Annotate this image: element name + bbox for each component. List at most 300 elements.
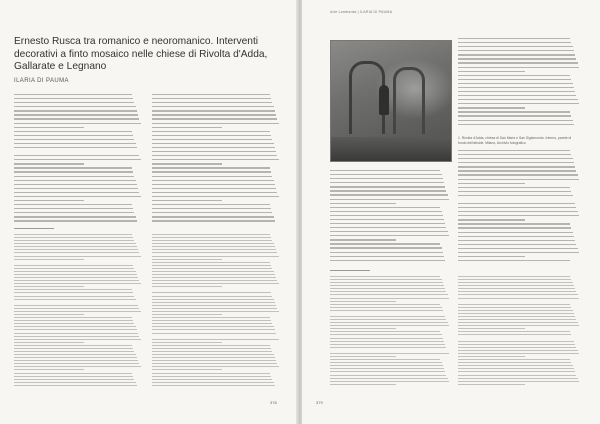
text-line xyxy=(14,139,134,140)
text-line xyxy=(458,115,571,116)
text-line xyxy=(458,381,579,382)
text-line xyxy=(152,180,274,181)
footnote-rule xyxy=(14,228,54,229)
text-line xyxy=(152,336,277,337)
text-line xyxy=(330,322,448,323)
text-line xyxy=(14,323,134,324)
text-line xyxy=(14,234,132,235)
text-line xyxy=(152,302,275,303)
text-line xyxy=(330,347,446,348)
text-line xyxy=(14,366,141,367)
text-line xyxy=(330,260,445,261)
right-column-2-body xyxy=(458,150,580,266)
text-line xyxy=(330,182,444,183)
right-footnotes-1 xyxy=(330,276,450,394)
text-line xyxy=(458,211,578,212)
text-line xyxy=(330,338,443,339)
text-line xyxy=(330,359,440,360)
text-line xyxy=(330,239,396,240)
text-line xyxy=(330,211,442,212)
text-line xyxy=(330,362,442,363)
text-line xyxy=(152,256,279,257)
text-line xyxy=(152,163,222,164)
text-line xyxy=(152,271,274,272)
text-line xyxy=(152,292,271,293)
text-line xyxy=(152,299,274,300)
text-line xyxy=(330,294,448,295)
text-line xyxy=(14,373,132,374)
text-line xyxy=(152,139,272,140)
text-line xyxy=(458,203,575,204)
text-line xyxy=(14,94,132,95)
text-line xyxy=(458,54,575,55)
text-line xyxy=(330,203,396,204)
text-line xyxy=(152,167,270,168)
text-line xyxy=(14,243,136,244)
text-line xyxy=(458,158,573,159)
text-line xyxy=(14,265,133,266)
text-line xyxy=(458,285,574,286)
text-line xyxy=(458,298,579,299)
text-line xyxy=(14,348,133,349)
text-line xyxy=(14,271,136,272)
floor-shape xyxy=(331,137,451,161)
text-line xyxy=(330,378,448,379)
text-line xyxy=(152,376,271,377)
text-line xyxy=(14,246,137,247)
text-line xyxy=(14,171,133,172)
text-line xyxy=(152,345,270,346)
text-line xyxy=(330,368,444,369)
church-interior-photo xyxy=(330,40,452,162)
text-line xyxy=(152,159,279,160)
text-line xyxy=(14,314,84,315)
text-line xyxy=(152,351,272,352)
text-line xyxy=(330,223,445,224)
text-line xyxy=(152,289,270,290)
text-line xyxy=(458,347,576,348)
text-line xyxy=(458,344,575,345)
text-line xyxy=(458,91,575,92)
text-line xyxy=(14,151,138,152)
text-line xyxy=(458,95,576,96)
left-column-2-body xyxy=(152,94,280,224)
text-line xyxy=(458,294,578,295)
text-line xyxy=(152,314,222,315)
text-line xyxy=(152,98,271,99)
text-line xyxy=(152,220,275,221)
text-line xyxy=(458,83,573,84)
text-line xyxy=(458,227,571,228)
article-title: Ernesto Rusca tra romanico e neoromanico. Interventi decorativi a finto mosaico nelle chiese di Rivolta d'Adda, Gallarate e Legnano xyxy=(14,36,268,73)
text-line xyxy=(330,298,449,299)
text-line xyxy=(152,339,279,340)
text-line xyxy=(458,325,579,326)
text-line xyxy=(458,282,573,283)
text-line xyxy=(14,320,133,321)
text-line xyxy=(14,127,84,128)
text-line xyxy=(330,334,442,335)
text-line xyxy=(458,310,573,311)
text-line xyxy=(14,220,137,221)
text-line xyxy=(330,235,449,236)
text-line xyxy=(330,328,396,329)
text-line xyxy=(458,191,571,192)
text-line xyxy=(152,369,222,370)
text-line xyxy=(14,131,132,132)
text-line xyxy=(14,256,141,257)
text-line xyxy=(458,338,573,339)
text-line xyxy=(152,176,272,177)
text-line xyxy=(330,319,446,320)
text-line xyxy=(458,187,570,188)
text-line xyxy=(14,342,84,343)
text-line xyxy=(330,365,443,366)
text-line xyxy=(152,326,274,327)
text-line xyxy=(458,183,525,184)
left-column-1-body xyxy=(14,94,142,224)
text-line xyxy=(14,369,84,370)
text-line xyxy=(14,385,137,386)
text-line xyxy=(152,243,274,244)
text-line xyxy=(14,155,139,156)
text-line xyxy=(14,283,141,284)
text-line xyxy=(458,71,525,72)
text-line xyxy=(330,356,396,357)
text-line xyxy=(330,243,440,244)
text-line xyxy=(14,135,133,136)
text-line xyxy=(14,249,138,250)
figure-caption: 1. Rivolta d'Adda, chiesa di San Maria e San Sigismondo. Interno, parete di fondo dell'abside. Milano, Archivio fotografico xyxy=(458,136,572,145)
arch-shape xyxy=(393,67,425,134)
text-line xyxy=(458,107,525,108)
text-line xyxy=(330,194,448,195)
article-author: ILARIA DI PAUMA xyxy=(14,78,69,84)
text-line xyxy=(14,317,132,318)
text-line xyxy=(14,302,137,303)
text-line xyxy=(152,246,275,247)
text-line xyxy=(14,259,84,260)
text-line xyxy=(14,274,137,275)
text-line xyxy=(458,124,574,125)
text-line xyxy=(458,356,525,357)
text-line xyxy=(330,331,440,332)
text-line xyxy=(458,162,574,163)
text-line xyxy=(152,106,274,107)
text-line xyxy=(330,256,444,257)
text-line xyxy=(14,277,138,278)
text-line xyxy=(458,42,571,43)
text-line xyxy=(458,334,571,335)
text-line xyxy=(152,363,277,364)
text-line xyxy=(330,186,445,187)
text-line xyxy=(152,131,270,132)
text-line xyxy=(458,362,571,363)
text-line xyxy=(152,110,275,111)
text-line xyxy=(152,348,271,349)
text-line xyxy=(330,247,442,248)
text-line xyxy=(14,357,137,358)
statue-shape xyxy=(379,85,389,115)
text-line xyxy=(152,277,276,278)
text-line xyxy=(330,207,440,208)
text-line xyxy=(14,204,132,205)
text-line xyxy=(152,382,274,383)
text-line xyxy=(152,192,277,193)
text-line xyxy=(152,262,270,263)
text-line xyxy=(330,384,396,385)
text-line xyxy=(458,103,579,104)
text-line xyxy=(330,170,440,171)
text-line xyxy=(14,176,134,177)
text-line xyxy=(152,171,271,172)
text-line xyxy=(458,350,578,351)
text-line xyxy=(14,351,134,352)
text-line xyxy=(152,385,275,386)
text-line xyxy=(330,301,396,302)
text-line xyxy=(14,360,138,361)
text-line xyxy=(330,231,448,232)
text-line xyxy=(458,307,571,308)
text-line xyxy=(330,219,444,220)
text-line xyxy=(458,328,525,329)
right-column-top-body xyxy=(458,38,580,130)
footnote-rule-right xyxy=(330,270,370,271)
text-line xyxy=(458,195,573,196)
text-line xyxy=(458,378,578,379)
text-line xyxy=(458,322,578,323)
text-line xyxy=(458,99,578,100)
text-line xyxy=(152,373,270,374)
text-line xyxy=(152,135,271,136)
text-line xyxy=(458,38,570,39)
text-line xyxy=(458,288,575,289)
text-line xyxy=(152,143,274,144)
text-line xyxy=(458,236,574,237)
text-line xyxy=(458,207,576,208)
text-line xyxy=(458,120,573,121)
text-line xyxy=(152,280,277,281)
text-line xyxy=(330,227,446,228)
text-line xyxy=(14,280,139,281)
text-line xyxy=(152,329,275,330)
text-line xyxy=(458,375,576,376)
text-line xyxy=(458,79,571,80)
text-line xyxy=(14,180,136,181)
text-line xyxy=(14,326,136,327)
text-line xyxy=(152,252,277,253)
right-page-number: 379 xyxy=(316,400,323,405)
text-line xyxy=(330,282,443,283)
text-line xyxy=(458,219,525,220)
text-line xyxy=(14,188,138,189)
text-line xyxy=(152,379,272,380)
text-line xyxy=(458,179,579,180)
text-line xyxy=(14,345,132,346)
right-footnotes-2 xyxy=(458,276,580,394)
text-line xyxy=(458,365,573,366)
text-line xyxy=(14,98,133,99)
text-line xyxy=(152,268,272,269)
text-line xyxy=(152,196,279,197)
text-line xyxy=(152,216,274,217)
text-line xyxy=(152,123,279,124)
text-line xyxy=(458,291,576,292)
text-line xyxy=(330,178,443,179)
text-line xyxy=(14,296,134,297)
text-line xyxy=(458,244,576,245)
text-line xyxy=(14,196,141,197)
text-line xyxy=(458,368,574,369)
text-line xyxy=(458,331,570,332)
text-line xyxy=(330,279,442,280)
text-line xyxy=(152,360,276,361)
text-line xyxy=(458,353,579,354)
text-line xyxy=(14,363,139,364)
text-line xyxy=(458,58,576,59)
text-line xyxy=(152,208,271,209)
text-line xyxy=(14,262,132,263)
text-line xyxy=(458,276,570,277)
text-line xyxy=(330,381,449,382)
text-line xyxy=(330,353,449,354)
text-line xyxy=(458,199,574,200)
text-line xyxy=(152,94,270,95)
text-line xyxy=(14,376,133,377)
text-line xyxy=(14,123,141,124)
text-line xyxy=(152,286,222,287)
text-line xyxy=(14,336,139,337)
text-line xyxy=(14,192,139,193)
text-line xyxy=(14,212,134,213)
text-line xyxy=(458,260,570,261)
text-line xyxy=(458,359,570,360)
text-line xyxy=(458,279,571,280)
text-line xyxy=(14,237,133,238)
text-line xyxy=(152,283,279,284)
text-line xyxy=(14,106,136,107)
text-line xyxy=(458,384,525,385)
text-line xyxy=(14,216,136,217)
text-line xyxy=(14,268,134,269)
text-line xyxy=(458,319,576,320)
text-line xyxy=(152,118,277,119)
left-page-number: 378 xyxy=(270,400,277,405)
text-line xyxy=(14,379,134,380)
text-line xyxy=(458,50,574,51)
text-line xyxy=(152,354,274,355)
text-line xyxy=(152,259,222,260)
text-line xyxy=(152,102,272,103)
text-line xyxy=(330,313,444,314)
text-line xyxy=(152,366,279,367)
text-line xyxy=(152,188,276,189)
text-line xyxy=(14,289,132,290)
text-line xyxy=(152,234,270,235)
text-line xyxy=(14,305,138,306)
text-line xyxy=(14,354,136,355)
text-line xyxy=(152,204,270,205)
text-line xyxy=(330,325,449,326)
text-line xyxy=(14,208,133,209)
text-line xyxy=(330,288,445,289)
text-line xyxy=(458,75,570,76)
text-line xyxy=(152,240,272,241)
text-line xyxy=(14,333,138,334)
text-line xyxy=(330,190,446,191)
text-line xyxy=(330,371,445,372)
text-line xyxy=(14,311,141,312)
left-page xyxy=(0,0,298,424)
text-line xyxy=(152,237,271,238)
text-line xyxy=(458,232,573,233)
text-line xyxy=(458,304,570,305)
text-line xyxy=(152,274,275,275)
text-line xyxy=(14,299,136,300)
text-line xyxy=(458,223,570,224)
text-line xyxy=(152,147,275,148)
text-line xyxy=(330,310,443,311)
text-line xyxy=(330,291,446,292)
text-line xyxy=(152,305,276,306)
text-line xyxy=(152,265,271,266)
text-line xyxy=(458,174,578,175)
text-line xyxy=(14,308,139,309)
text-line xyxy=(152,249,276,250)
text-line xyxy=(152,323,272,324)
text-line xyxy=(458,46,573,47)
text-line xyxy=(330,316,445,317)
text-line xyxy=(14,339,141,340)
text-line xyxy=(14,163,84,164)
text-line xyxy=(14,114,138,115)
text-line xyxy=(330,252,443,253)
text-line xyxy=(458,111,570,112)
text-line xyxy=(458,215,579,216)
text-line xyxy=(458,313,574,314)
text-line xyxy=(152,127,222,128)
text-line xyxy=(152,296,272,297)
text-line xyxy=(458,256,525,257)
text-line xyxy=(330,307,442,308)
text-line xyxy=(14,382,136,383)
text-line xyxy=(14,110,137,111)
right-column-1-body xyxy=(330,170,450,266)
text-line xyxy=(458,316,575,317)
text-line xyxy=(330,199,449,200)
text-line xyxy=(152,151,276,152)
text-line xyxy=(14,184,137,185)
text-line xyxy=(330,350,448,351)
running-head: Arte Lombarda | ILARIA DI PAUMA xyxy=(330,10,393,14)
text-line xyxy=(14,292,133,293)
text-line xyxy=(14,167,132,168)
text-line xyxy=(330,276,440,277)
text-line xyxy=(14,329,137,330)
left-footnotes-2 xyxy=(152,234,280,394)
text-line xyxy=(152,114,276,115)
text-line xyxy=(152,317,270,318)
text-line xyxy=(14,159,141,160)
text-line xyxy=(458,341,574,342)
text-line xyxy=(152,184,275,185)
text-line xyxy=(152,342,222,343)
text-line xyxy=(14,286,84,287)
left-footnotes-1 xyxy=(14,234,142,394)
text-line xyxy=(458,150,570,151)
text-line xyxy=(152,320,271,321)
text-line xyxy=(330,174,442,175)
